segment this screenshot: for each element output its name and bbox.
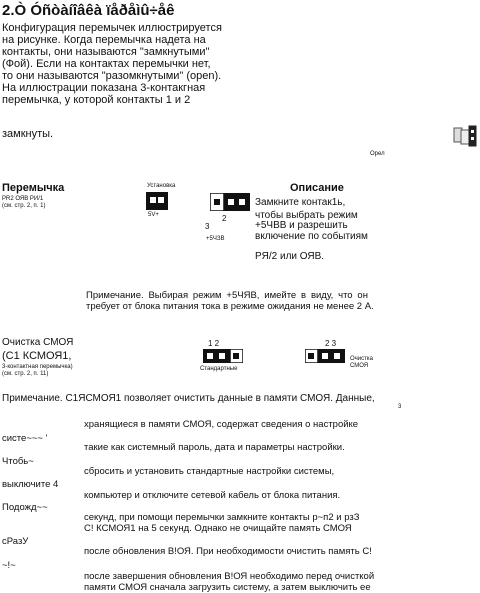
pin-label-2: 2 [222,214,227,223]
cmos-jumper-clear [305,349,345,363]
cmos-pins-left: 1 2 [208,339,220,348]
body-left-2: систе~~~ ' [2,433,48,444]
cmos-label-clear-1: Очистка [350,356,373,362]
open-label: Орел [370,151,385,157]
setting-label: Установка [147,183,176,189]
note1-line-2: требует от блока питания тока в режиме ожидания не менее 2 А. [86,301,374,312]
jumper-pr2-block [146,192,168,210]
intro-line-4: (Фой). Если на контактах перемычки нет, [2,58,211,70]
voltage-label: +5ЧЗВ [206,236,225,242]
body-right-5: секунд, при помощи перемычки замкните контакты р~п2 и рзЗ [84,512,360,523]
intro-line-7: перемычка, у которой контакты 1 и 2 [2,94,191,106]
cmos-sub-1: 3-контактная перемычка) [2,364,73,370]
pin-label-3: 3 [205,222,210,231]
body-right-1: хранящиеся в памяти СМОЯ, содержат сведения о настройке [84,419,359,430]
description-line-1: Замкните контак1ь, [255,197,346,208]
body-left-8: ~!~ [2,560,16,571]
intro-line-2: на рисунке. Когда перемычка надета на [2,34,206,46]
note1-line-1: Примечание. Выбирая режим +5ЧЯВ, имейте в виду, что он [86,290,368,301]
cmos-jumper-standard [203,349,243,363]
body-left-7: сРазУ [2,536,29,547]
jumper-title: Перемычка [2,182,65,194]
intro-line-5: то они называются "разомкнутыми" (open). [2,70,222,82]
page-heading: 2.Ò Óñòàíîâêà ïåðåìû÷åê [2,2,175,19]
intro-line-3: контакты, они называются "замкнутыми" [2,46,210,58]
pin-label-5v: 5V+ [148,212,159,218]
body-left-3: Чтобь~ [2,456,34,467]
body-right-3: сбросить и установить стандартные настройки системы, [84,466,335,477]
body-right-4: компьютер и отключите сетевой кабель от блока питания. [84,490,341,501]
jumper-sub-2: (см. стр. 2, п. 1) [2,203,46,209]
description-tail: PЯ/2 или ОЯВ. [255,251,325,262]
body-left-5: Подожд~~ [2,502,48,513]
cmos-title-2: (С1 КСМОЯ1, [2,350,72,362]
intro-line-8: замкнуты. [2,128,54,140]
page-mark: 3 [398,404,402,410]
description-line-3: +5ЧВВ и разрешить [255,220,348,231]
body-left-4: выключите 4 [2,479,59,490]
body-right-9: памяти СМОЯ сначала загрузить систему, а затем выключить ее [84,582,371,593]
body-right-6: С! КСМОЯ1 на 5 секунд. Однако не очищайте память СМОЯ [84,523,352,534]
cmos-label-clear-2: СМОЯ [350,363,369,369]
jumper-3pin [210,193,250,211]
intro-line-1: Конфигурация перемычек иллюстрируется [2,22,222,34]
body-right-7: после обновления В!ОЯ. При необходимости очистить память С! [84,546,372,557]
cmos-title-1: Очистка СМОЯ [2,337,74,348]
cmos-pins-right: 2 3 [325,339,337,348]
description-line-4: включение по событиям [255,231,368,242]
body-right-8: после завершения обновления В!ОЯ необходимо перед очисткой [84,571,375,582]
body-right-2: такие как системный пароль, дата и параметры настройки. [84,442,345,453]
description-line-2: чтобы выбрать режим [255,210,358,221]
note2-line: Примечание. С1ЯСМОЯ1 позволяет очистить данные в памяти СМОЯ. Данные, [2,393,375,404]
description-title: Описание [290,182,344,194]
cmos-sub-2: (см. стр. 2, п. 11) [2,371,49,377]
jumper-illustration [452,124,478,150]
cmos-label-standard: Стандартные [200,366,238,372]
jumper-sub-1: PR2 ОЯВ PИ/1 [2,196,44,202]
intro-line-6: На иллюстрации показана 3-контакгная [2,82,206,94]
